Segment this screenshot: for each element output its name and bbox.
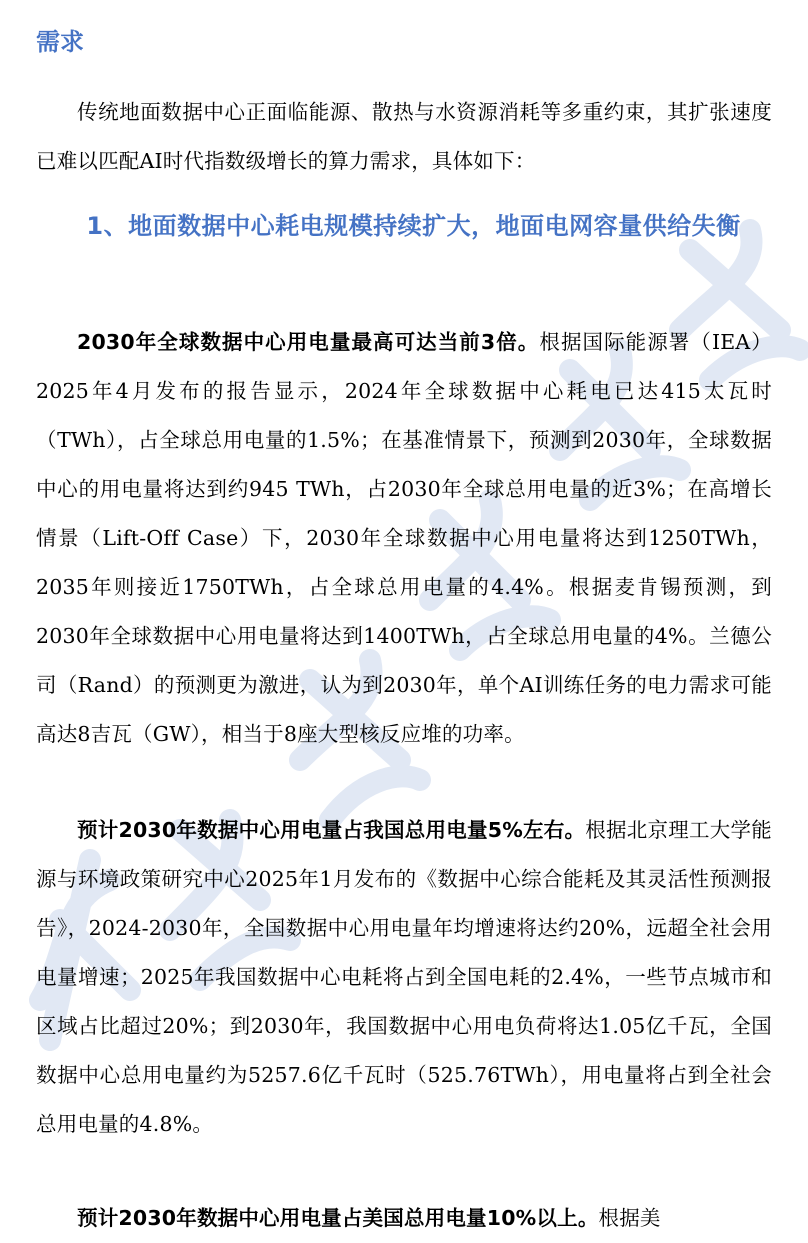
subheading: 1、地面数据中心耗电规模持续扩大，地面电网容量供给失衡 (86, 212, 741, 240)
paragraph-china-lead: 预计2030年数据中心用电量占我国总用电量5%左右。 (77, 818, 586, 842)
intro-paragraph: 传统地面数据中心正面临能源、散热与水资源消耗等多重约束，其扩张速度已难以匹配AI时代指数级增长的算力需求，具体如下： (36, 100, 772, 173)
paragraph-global-body: 根据国际能源署（IEA）2025年4月发布的报告显示，2024年全球数据中心耗电已达415太瓦时（TWh），占全球总用电量的1.5%；在基准情景下，预测到2030年，全球数据中心的用电量将达到约945 TWh，占2030年全球总用电量的近3%；在高增长情景（Lift-Off Case）下，2030年全球数据中心用电量将达到1250TWh，2035年则接近1750TWh，占全球总用电量的4.4%。根据麦肯锡预测，到2030年全球数据中心用电量将达到1400TWh，占全球总用电量的4%。兰德公司（Rand）的预测更为激进，认为到2030年，单个AI训练任务的电力需求可能高达8吉瓦（GW），相当于8座大型核反应堆的功率。 (36, 330, 772, 746)
paragraph-global (36, 318, 772, 759)
paragraph-us-body: 根据美 (598, 1206, 661, 1230)
paragraph-china (36, 806, 772, 1149)
section-heading: 需求 (36, 28, 84, 56)
paragraph-us-lead: 预计2030年数据中心用电量占美国总用电量10%以上。 (77, 1206, 599, 1230)
paragraph-global-lead: 2030年全球数据中心用电量最高可达当前3倍。 (77, 330, 540, 354)
paragraph-china-body: 根据北京理工大学能源与环境政策研究中心2025年1月发布的《数据中心综合能耗及其灵活性预测报告》，2024-2030年，全国数据中心用电量年均增速将达约20%，远超全社会用电量增速；2025年我国数据中心电耗将占到全国电耗的2.4%，一些节点城市和区域占比超过20%；到2030年，我国数据中心用电负荷将达1.05亿千瓦，全国数据中心总用电量约为5257.6亿千瓦时（525.76TWh），用电量将占到全社会总用电量的4.8%。 (36, 818, 772, 1136)
